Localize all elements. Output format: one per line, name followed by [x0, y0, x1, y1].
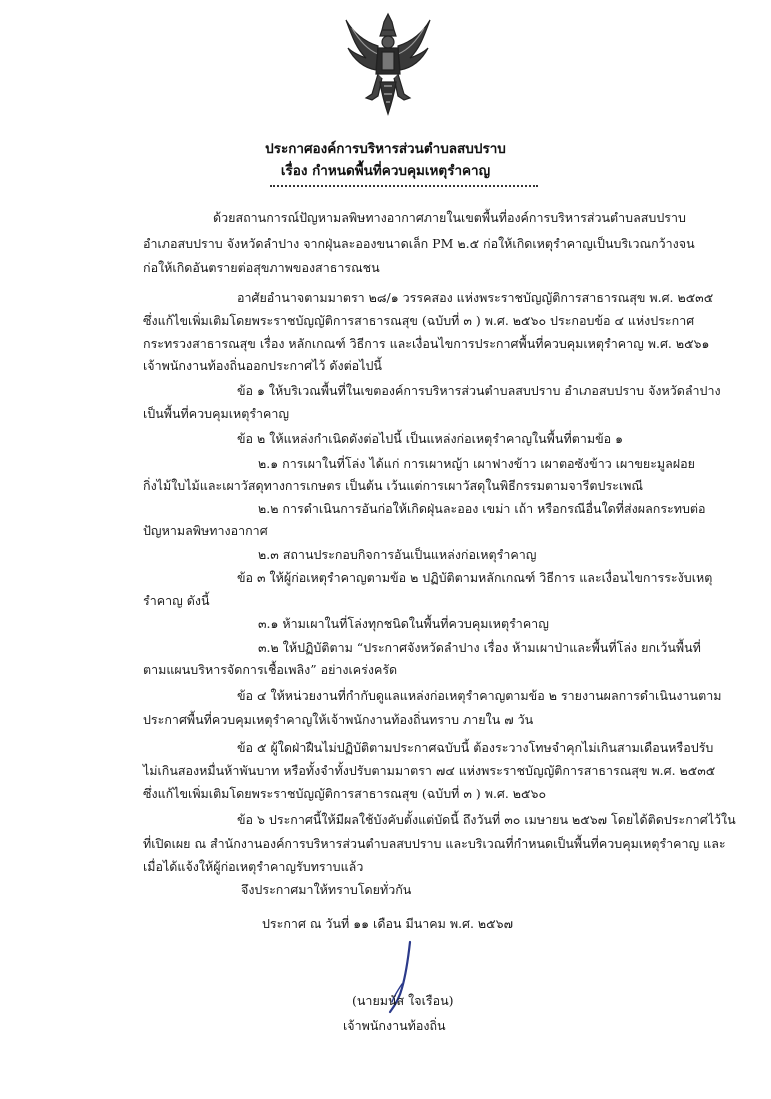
para2-line3: กระทรวงสาธารณสุข เรื่อง หลักเกณฑ์ วิธีการ และเงื่อนไขการประกาศพื้นที่ควบคุมเหตุรำคาญ พ.ศ. ๒๕๖๑: [143, 336, 710, 351]
clause2-2-line1: ๒.๒ การดำเนินการอันก่อให้เกิดฝุ่นละออง เขม่า เถ้า หรือกรณีอื่นใดที่ส่งผลกระทบต่อ: [258, 501, 706, 516]
clause5-line2: ไม่เกินสองหมื่นห้าพันบาท หรือทั้งจำทั้งปรับตามมาตรา ๗๔ แห่งพระราชบัญญัติการสาธารณสุข พ.ศ. ๒๕๓๕: [143, 763, 716, 778]
title-separator: [270, 185, 538, 187]
clause3-line2: รำคาญ ดังนี้: [143, 593, 210, 608]
clause5-line3: ซึ่งแก้ไขเพิ่มเติมโดยพระราชบัญญัติการสาธารณสุข (ฉบับที่ ๓ ) พ.ศ. ๒๕๖๐: [143, 786, 547, 801]
clause4-line2: ประกาศพื้นที่ควบคุมเหตุรำคาญให้เจ้าพนักงานท้องถิ่นทราบ ภายใน ๗ วัน: [143, 712, 534, 727]
clause1-line2: เป็นพื้นที่ควบคุมเหตุรำคาญ: [143, 406, 290, 421]
clause6-line2: ที่เปิดเผย ณ สำนักงานองค์การบริหารส่วนตำบลสบปราบ และบริเวณที่กำหนดเป็นพื้นที่ควบคุมเหตุรำคาญ และ: [143, 836, 726, 851]
clause5-line1: ข้อ ๕ ผู้ใดฝ่าฝืนไม่ปฏิบัติตามประกาศฉบับนี้ ต้องระวางโทษจำคุกไม่เกินสามเดือนหรือปรับ: [237, 740, 714, 755]
para2-line2: ซึ่งแก้ไขเพิ่มเติมโดยพระราชบัญญัติการสาธารณสุข (ฉบับที่ ๓ ) พ.ศ. ๒๕๖๐ ประกอบข้อ ๔ แห่งประกาศ: [143, 313, 695, 328]
para2-line4: เจ้าพนักงานท้องถิ่นออกประกาศไว้ ดังต่อไปนี้: [143, 358, 382, 373]
closing-statement: จึงประกาศมาให้ทราบโดยทั่วกัน: [241, 882, 412, 897]
clause2-1-line2: กิ่งไม้ใบไม้และเผาวัสดุทางการเกษตร เป็นต้น เว้นแต่การเผาวัสดุในพิธีกรรมตามจารีตประเพณี: [143, 478, 643, 493]
announcement-title: ประกาศองค์การบริหารส่วนตำบลสบปราบ: [265, 141, 506, 157]
clause3-2-line1: ๓.๒ ให้ปฏิบัติตาม “ประกาศจังหวัดลำปาง เรื่อง ห้ามเผาป่าและพื้นที่โล่ง ยกเว้นพื้นที่: [258, 640, 701, 655]
para1-line3: ก่อให้เกิดอันตรายต่อสุขภาพของสาธารณชน: [143, 260, 380, 275]
clause2-line: ข้อ ๒ ให้แหล่งกำเนิดดังต่อไปนี้ เป็นแหล่งก่อเหตุรำคาญในพื้นที่ตามข้อ ๑: [237, 431, 624, 446]
clause3-1-line: ๓.๑ ห้ามเผาในที่โล่งทุกชนิดในพื้นที่ควบคุมเหตุรำคาญ: [258, 616, 549, 631]
clause3-line1: ข้อ ๓ ให้ผู้ก่อเหตุรำคาญตามข้อ ๒ ปฏิบัติตามหลักเกณฑ์ วิธีการ และเงื่อนไขการระงับเหตุ: [237, 570, 713, 585]
para1-line2: อำเภอสบปราบ จังหวัดลำปาง จากฝุ่นละอองขนาดเล็ก PM ๒.๕ ก่อให้เกิดเหตุรำคาญเป็นบริเวณกว้างจน: [143, 236, 695, 251]
clause2-2-line2: ปัญหามลพิษทางอากาศ: [143, 523, 268, 538]
clause3-2-line2: ตามแผนบริหารจัดการเชื้อเพลิง” อย่างเคร่งครัด: [143, 662, 398, 677]
clause6-line3: เมื่อได้แจ้งให้ผู้ก่อเหตุรำคาญรับทราบแล้ว: [143, 859, 364, 874]
signer-name: (นายมนัส ใจเรือน): [352, 993, 454, 1008]
clause6-line1: ข้อ ๖ ประกาศนี้ให้มีผลใช้บังคับตั้งแต่บัดนี้ ถึงวันที่ ๓๐ เมษายน ๒๕๖๗ โดยได้ติดประกาศไว้ใน: [237, 812, 736, 827]
announcement-date: ประกาศ ณ วันที่ ๑๑ เดือน มีนาคม พ.ศ. ๒๕๖๗: [262, 916, 513, 931]
clause2-3-line: ๒.๓ สถานประกอบกิจการอันเป็นแหล่งก่อเหตุรำคาญ: [258, 547, 537, 562]
garuda-emblem-icon: [342, 12, 434, 116]
clause1-line1: ข้อ ๑ ให้บริเวณพื้นที่ในเขตองค์การบริหารส่วนตำบลสบปราบ อำเภอสบปราบ จังหวัดลำปาง: [237, 383, 721, 398]
signer-title: เจ้าพนักงานท้องถิ่น: [343, 1018, 446, 1033]
announcement-subject: เรื่อง กำหนดพื้นที่ควบคุมเหตุรำคาญ: [280, 163, 491, 179]
para1-line1: ด้วยสถานการณ์ปัญหามลพิษทางอากาศภายในเขตพื้นที่องค์การบริหารส่วนตำบลสบปราบ: [213, 210, 686, 225]
clause2-1-line1: ๒.๑ การเผาในที่โล่ง ได้แก่ การเผาหญ้า เผาฟางข้าว เผาตอซังข้าว เผาขยะมูลฝอย: [258, 456, 695, 471]
clause4-line1: ข้อ ๔ ให้หน่วยงานที่กำกับดูแลแหล่งก่อเหตุรำคาญตามข้อ ๒ รายงานผลการดำเนินงานตาม: [237, 688, 722, 703]
para2-line1: อาศัยอำนาจตามมาตรา ๒๘/๑ วรรคสอง แห่งพระราชบัญญัติการสาธารณสุข พ.ศ. ๒๕๓๕: [237, 290, 714, 305]
